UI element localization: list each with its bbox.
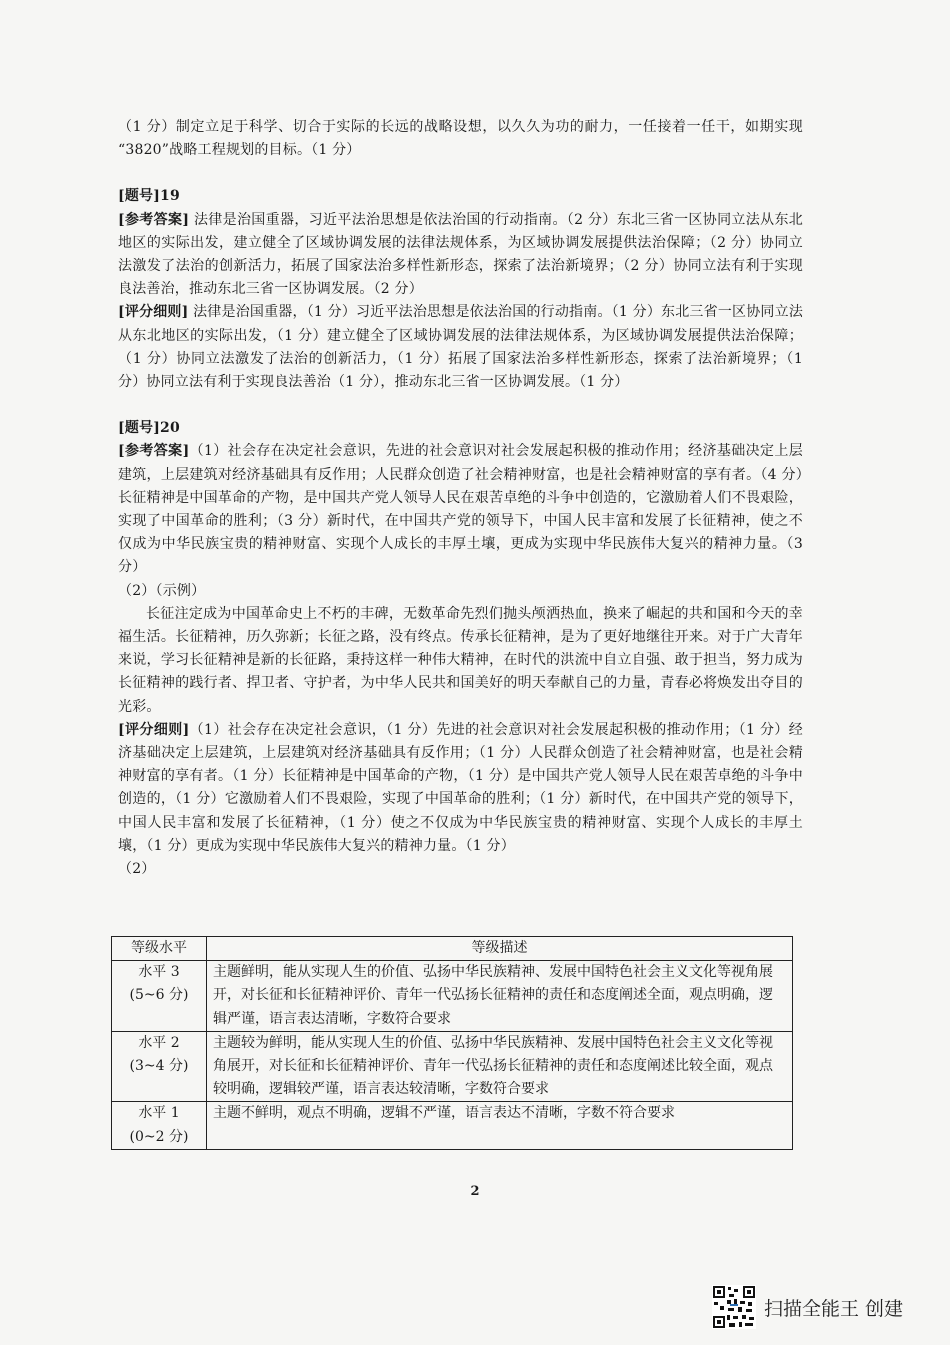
q19-rubric	[118, 301, 803, 394]
content-body	[118, 116, 803, 881]
intro-paragraph: （1 分）制定立足于科学、切合于实际的长远的战略设想，以久久为功的耐力，一任接着一任干，如期实现 “3820”战略工程规划的目标。（1 分）	[118, 119, 803, 159]
level-description: 主题较为鲜明，能从实现人生的价值、弘扬中华民族精神、发展中国特色社会主义文化等视角展开，对长征和长征精神评价、青年一代弘扬长征精神的责任和态度阐述比较全面，观点较明确，逻辑较严谨，语言表达较清晰，字数符合要求	[207, 1031, 793, 1102]
q20-rubric	[118, 719, 803, 858]
level-description: 主题不鲜明，观点不明确，逻辑不严谨，语言表达不清晰，字数不符合要求	[207, 1102, 793, 1149]
level-score: (3~4 分)	[129, 1058, 189, 1075]
q19-rubric-label: [评分细则]	[118, 304, 189, 321]
level-cell	[112, 1031, 207, 1102]
q19-heading: [题号]19	[118, 188, 180, 205]
q20-rubric-text: （1）社会存在决定社会意识，（1 分）先进的社会意识对社会发展起积极的推动作用；（1 分）经济基础决定上层建筑，上层建筑对经济基础具有反作用；（1 分）人民群众创造了社会精神财富，也是社会精神财富的享有者。（1 分）长征精神是中国革命的产物，（1 分）是中国共产党人领导人民在艰苦卓绝的斗争中创造的，（1 分）它激励着人们不畏艰险，实现了中国革命的胜利；（1 分）新时代，在中国共产党的领导下，中国人民丰富和发展了长征精神，（1 分）使之不仅成为中华民族宝贵的精神财富、实现个人成长的丰厚土壤，（1 分）更成为实现中华民族伟大复兴的精神力量。（1 分）	[118, 721, 803, 854]
page-number: 2	[470, 1184, 480, 1199]
q20-answer-label: [参考答案]	[118, 443, 190, 460]
level-score: (5~6 分)	[129, 987, 189, 1004]
level-name: 水平 2	[138, 1034, 180, 1051]
table-header-row	[112, 937, 793, 961]
q20-answer	[118, 440, 803, 579]
q19-answer-text: 法律是治国重器，习近平法治思想是依法治国的行动指南。（2 分）东北三省一区协同立法从东北地区的实际出发，建立健全了区域协调发展的法律法规体系，为区域协调发展提供法治保障；（2 分）协同立法激发了法治的创新活力，拓展了国家法治多样性新形态，探索了法治新境界；（2 分）协同立法有利于实现良法善治，推动东北三省一区协调发展。（2 分）	[118, 211, 803, 298]
q20-answer-text: （1）社会存在决定社会意识，先进的社会意识对社会发展起积极的推动作用；经济基础决定上层建筑，上层建筑对经济基础具有反作用；人民群众创造了社会精神财富，也是社会精神财富的享有者。（4 分）长征精神是中国革命的产物，是中国共产党人领导人民在艰苦卓绝的斗争中创造的，它激励着人们不畏艰险，实现了中国革命的胜利；（3 分）新时代，在中国共产党的领导下，中国人民丰富和发展了长征精神，使之不仅成为中华民族宝贵的精神财富、实现个人成长的丰厚土壤，更成为实现中华民族伟大复兴的精神力量。（3 分）	[118, 443, 803, 576]
level-cell	[112, 1102, 207, 1149]
qr-code-icon	[712, 1285, 756, 1329]
table-header-level: 等级水平	[112, 937, 207, 961]
scanner-watermark	[712, 1285, 903, 1329]
level-name: 水平 3	[138, 964, 180, 981]
q19-answer	[118, 209, 803, 302]
level-description: 主题鲜明，能从实现人生的价值、弘扬中华民族精神、发展中国特色社会主义文化等视角展开，对长征和长征精神评价、青年一代弘扬长征精神的责任和态度阐述全面，观点明确，逻辑严谨，语言表达清晰，字数符合要求	[207, 961, 793, 1032]
table-row	[112, 1102, 793, 1149]
q20-rubric-label: [评分细则]	[118, 721, 190, 738]
q20-part2-label: （2）	[118, 861, 156, 878]
table-row	[112, 1031, 793, 1102]
q19-answer-label: [参考答案]	[118, 211, 190, 228]
q20-example-text: 长征注定成为中国革命史上不朽的丰碑，无数革命先烈们抛头颅洒热血，换来了崛起的共和国和今天的幸福生活。长征精神，历久弥新；长征之路，没有终点。传承长征精神，是为了更好地继往开来。对于广大青年来说，学习长征精神是新的长征路，秉持这样一种伟大精神，在时代的洪流中自立自强、敢于担当，努力成为长征精神的践行者、捍卫者、守护者，为中华人民共和国美好的明天奉献自己的力量，青春必将焕发出夺目的光彩。	[118, 605, 803, 715]
level-score: (0~2 分)	[129, 1128, 189, 1145]
q20-example-label: （2）（示例）	[118, 582, 206, 599]
table-row	[112, 961, 793, 1032]
grading-table	[111, 936, 793, 1150]
table-header-desc: 等级描述	[207, 937, 793, 961]
q20-heading: [题号]20	[118, 420, 180, 437]
level-name: 水平 1	[138, 1105, 180, 1122]
level-cell	[112, 961, 207, 1032]
q19-rubric-text: 法律是治国重器，（1 分）习近平法治思想是依法治国的行动指南。（1 分）东北三省一区协同立法从东北地区的实际出发，（1 分）建立健全了区域协调发展的法律法规体系，为区域协调发展提供法治保障；（1 分）协同立法激发了法治的创新活力，（1 分）拓展了国家法治多样性新形态，探索了法治新境界；（1 分）协同立法有利于实现良法善治（1 分），推动东北三省一区协调发展。（1 分）	[118, 304, 804, 391]
scanner-brand-text: 扫描全能王 创建	[764, 1297, 904, 1320]
